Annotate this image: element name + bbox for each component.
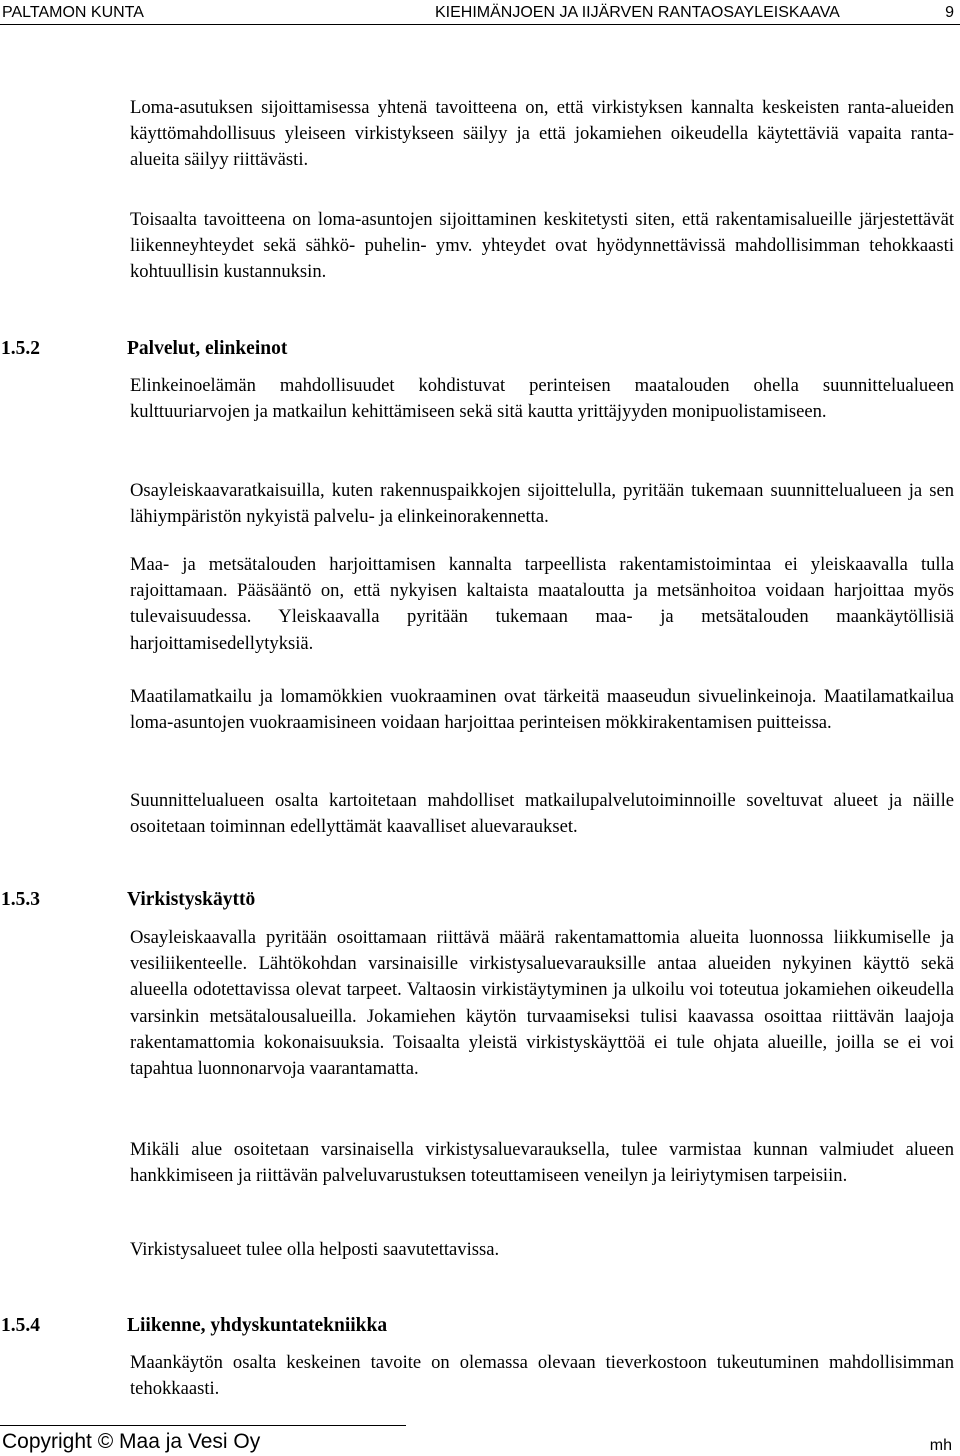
intro-paragraph: Toisaalta tavoitteena on loma-asuntojen sijoittaminen keskitetysti siten, että rakentamisalueille järjestettävät liikenneyhteydet sekä sähkö- puhelin- ymv. yhteydet ovat hyödynnettävissä mahdollisimman tehokkaasti kohtuullisin kustannuksin. (130, 209, 954, 283)
header-document-title: KIEHIMÄNJOEN JA IIJÄRVEN RANTAOSAYLEISKAAVA (435, 4, 840, 21)
footer-initials: mh (929, 1437, 952, 1454)
section-paragraph: Osayleiskaavaratkaisuilla, kuten rakennuspaikkojen sijoittelulla, pyritään tukemaan suunnittelualueen ja sen lähiympäristön nykyistä palvelu- ja elinkeinorakennetta. (130, 480, 954, 528)
section-paragraph: Mikäli alue osoitetaan varsinaisella virkistysaluevarauksella, tulee varmistaa kunnan valmiudet alueen hankkimiseen ja riittävän palveluvarustuksen toteuttamiseen veneilyn ja leiriytymisen tarpeisiin. (130, 1139, 954, 1187)
section-number: 1.5.4 (1, 1315, 40, 1336)
section-number: 1.5.2 (1, 338, 40, 359)
section-paragraph: Osayleiskaavalla pyritään osoittamaan riittävä määrä rakentamattomia alueita luonnossa liikkumiselle ja vesiliikenteelle. Lähtökohdan varsinaisille virkistysaluevarauksille antaa alueiden nykyinen käyttö sekä alueella odotettavissa olevat tarpeet. Valtaosin virkistäytyminen ja ulkoilu voi toteutua jokamiehen oikeudella varsinkin metsätalousalueilla. Jokamiehen käytön turvaamiseksi tulisi kaavassa osoittaa riittävän laajoja rakentamattomia kokonaisuuksia. Toisaalta yleistä virkistyskäyttöä ei tule ohjata alueille, joilla se ei voi tapahtua luonnonarvoja vaarantamatta. (130, 927, 954, 1080)
section-paragraph: Suunnittelualueen osalta kartoitetaan mahdolliset matkailupalvelutoiminnoille soveltuvat alueet ja näille osoitetaan toiminnan edellyttämät kaavalliset aluevaraukset. (130, 790, 954, 838)
section-title: Liikenne, yhdyskuntatekniikka (127, 1315, 388, 1336)
section-number: 1.5.3 (1, 889, 40, 910)
section-title: Palvelut, elinkeinot (127, 338, 288, 359)
section-paragraph: Virkistysalueet tulee olla helposti saavutettavissa. (130, 1239, 500, 1260)
page-number: 9 (945, 4, 954, 21)
header-municipality: PALTAMON KUNTA (2, 4, 144, 21)
section-title: Virkistyskäyttö (127, 889, 256, 910)
page-header (0, 0, 960, 25)
intro-paragraph: Loma-asutuksen sijoittamisessa yhtenä tavoitteena on, että virkistyksen kannalta keskeisten ranta-alueiden käyttömahdollisuus yleiseen virkistykseen säilyy ja että jokamiehen oikeudella käytettäviä vapaita ranta-alueita säilyy riittävästi. (130, 97, 954, 171)
section-paragraph: Maa- ja metsätalouden harjoittamisen kannalta tarpeellista rakentamistoimintaa ei yleiskaavalla tulla rajoittamaan. Pääsääntö on, että nykyisen kaltaista maataloutta ja metsänhoitoa voidaan harjoittaa myös tulevaisuudessa. Yleiskaavalla pyritään tukemaan maa- ja metsätalouden maankäytöllisiä harjoittamisedellytyksiä. (130, 554, 954, 654)
footer-copyright: Copyright © Maa ja Vesi Oy (2, 1430, 261, 1453)
section-paragraph: Elinkeinoelämän mahdollisuudet kohdistuvat perinteisen maatalouden ohella suunnittelualueen kulttuuriarvojen ja matkailun kehittämiseen sekä sitä kautta yrittäjyyden monipuolistamiseen. (130, 375, 954, 423)
section-paragraph: Maatilamatkailu ja lomamökkien vuokraaminen ovat tärkeitä maaseudun sivuelinkeinoja. Maatilamatkailua loma-asuntojen vuokraamisineen voidaan harjoittaa perinteisen mökkirakentamisen puitteissa. (130, 686, 954, 734)
footer-divider (0, 1425, 406, 1426)
section-paragraph: Maankäytön osalta keskeinen tavoite on olemassa olevaan tieverkostoon tukeutuminen mahdollisimman tehokkaasti. (130, 1352, 954, 1400)
